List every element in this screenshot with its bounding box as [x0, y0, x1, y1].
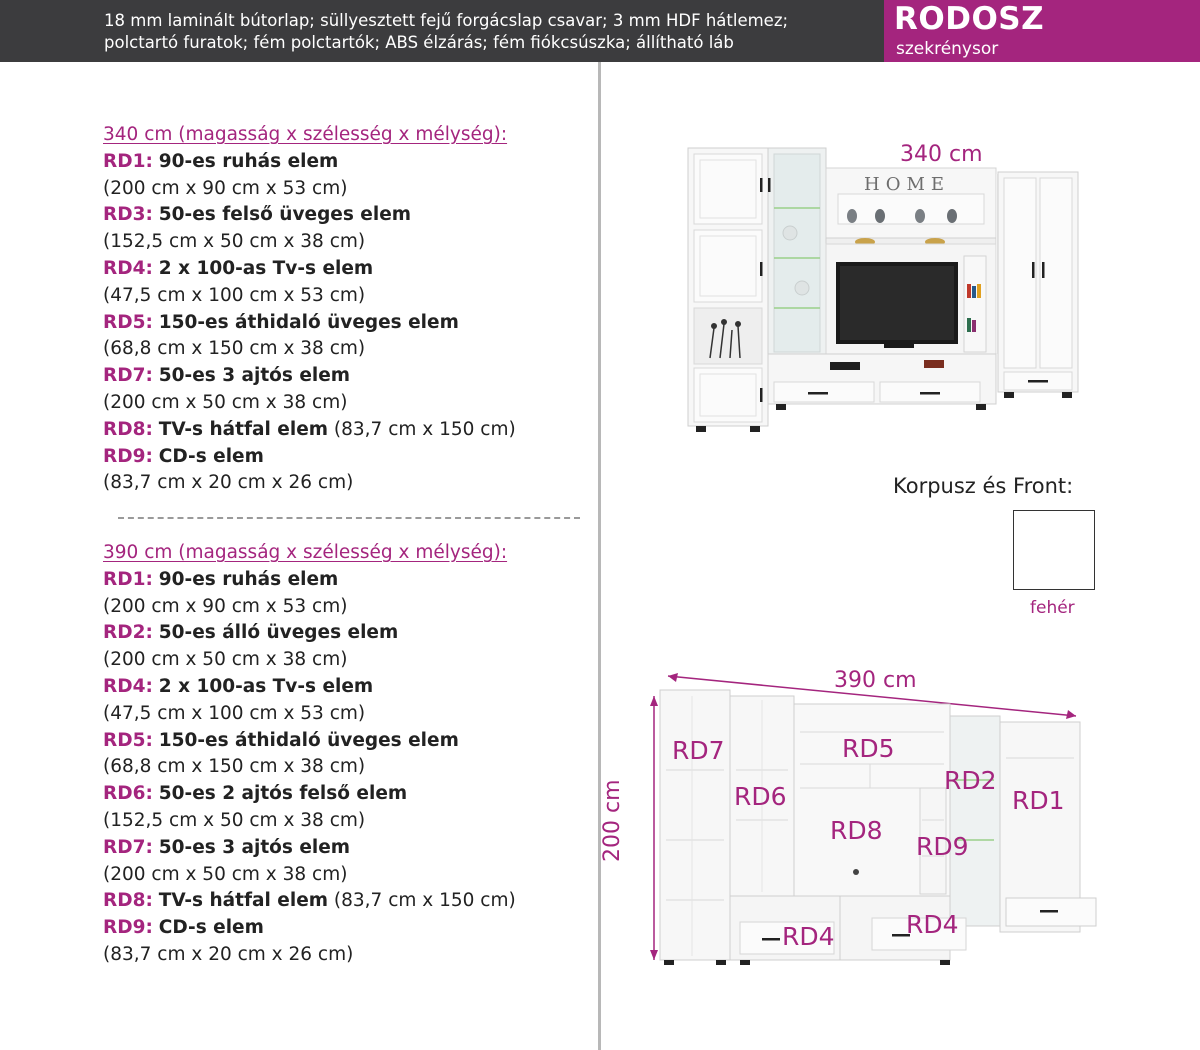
photo-width-label: 340 cm — [900, 142, 983, 167]
spec-item-name-line — [103, 781, 516, 808]
item-name: 90-es ruhás elem — [158, 150, 339, 172]
brand-box — [884, 0, 1200, 62]
spec-item-name-line — [103, 149, 516, 176]
item-code: RD3: — [103, 204, 153, 226]
item-dimensions: (200 cm x 90 cm x 53 cm) — [103, 177, 348, 199]
spec-item-name-line — [103, 674, 516, 701]
label-rd4-right: RD4 — [906, 910, 959, 939]
config-390-spec — [103, 540, 516, 969]
spec-item-name-line — [103, 310, 516, 337]
item-name: 50-es 2 ajtós felső elem — [158, 783, 408, 805]
item-dimensions: (83,7 cm x 150 cm) — [333, 890, 516, 912]
config-390-heading: 390 cm (magasság x szélesség x mélység): — [103, 542, 508, 563]
item-code: RD7: — [103, 836, 153, 858]
item-code: RD6: — [103, 783, 153, 805]
label-rd5: RD5 — [842, 734, 895, 763]
vertical-divider — [598, 62, 601, 1050]
item-name: CD-s elem — [158, 917, 264, 939]
item-dimensions: (68,8 cm x 150 cm x 38 cm) — [103, 338, 366, 360]
item-name: TV-s hátfal elem — [158, 890, 329, 912]
spec-item-name-line — [103, 620, 516, 647]
item-name: CD-s elem — [158, 445, 264, 467]
diagram-height-label: 200 cm — [600, 779, 625, 862]
color-name: fehér — [1030, 598, 1075, 618]
item-name: 150-es áthidaló üveges elem — [158, 729, 459, 751]
item-dimensions: (152,5 cm x 50 cm x 38 cm) — [103, 809, 366, 831]
item-code: RD4: — [103, 675, 153, 697]
finish-title: Korpusz és Front: — [893, 474, 1074, 498]
item-name: 2 x 100-as Tv-s elem — [158, 257, 374, 279]
item-code: RD5: — [103, 311, 153, 333]
item-dimensions: (200 cm x 50 cm x 38 cm) — [103, 863, 348, 885]
item-dimensions: (47,5 cm x 100 cm x 53 cm) — [103, 284, 366, 306]
home-decor-text: HOME — [864, 174, 951, 195]
item-code: RD9: — [103, 917, 153, 939]
config-340-heading: 340 cm (magasság x szélesség x mélység): — [103, 124, 508, 145]
item-code: RD1: — [103, 150, 153, 172]
label-rd4-left: RD4 — [782, 922, 835, 951]
spec-item-name-line — [103, 256, 516, 283]
color-swatch — [1013, 510, 1095, 590]
spec-item-name-line — [103, 835, 516, 862]
item-name: 90-es ruhás elem — [158, 568, 339, 590]
diagram-width-label: 390 cm — [834, 668, 917, 693]
dashed-separator — [118, 517, 580, 519]
label-rd8: RD8 — [830, 816, 883, 845]
item-name: 2 x 100-as Tv-s elem — [158, 675, 374, 697]
spec-item-name-line — [103, 728, 516, 755]
label-rd9: RD9 — [916, 832, 969, 861]
item-dimensions: (68,8 cm x 150 cm x 38 cm) — [103, 756, 366, 778]
item-dimensions: (152,5 cm x 50 cm x 38 cm) — [103, 231, 366, 253]
label-rd6: RD6 — [734, 782, 787, 811]
config-340-spec — [103, 122, 516, 497]
spec-item-name-line — [103, 567, 516, 594]
material-description — [104, 10, 864, 54]
label-rd2: RD2 — [944, 766, 997, 795]
label-rd7: RD7 — [672, 736, 725, 765]
description-line-1: 18 mm laminált bútorlap; süllyesztett fejű forgácslap csavar; 3 mm HDF hátlemez; — [104, 11, 789, 30]
item-dimensions: (200 cm x 90 cm x 53 cm) — [103, 595, 348, 617]
item-code: RD9: — [103, 445, 153, 467]
item-name: 50-es felső üveges elem — [158, 204, 412, 226]
item-dimensions: (83,7 cm x 150 cm) — [333, 418, 516, 440]
item-name: 50-es 3 ajtós elem — [158, 836, 351, 858]
item-name: 50-es 3 ajtós elem — [158, 365, 351, 387]
item-code: RD7: — [103, 365, 153, 387]
item-code: RD4: — [103, 257, 153, 279]
item-dimensions: (83,7 cm x 20 cm x 26 cm) — [103, 943, 354, 965]
spec-item-name-line — [103, 202, 516, 229]
spec-item-name-line — [103, 444, 516, 471]
item-code: RD2: — [103, 622, 153, 644]
brand-title: RODOSZ — [894, 1, 1045, 37]
description-line-2: polctartó furatok; fém polctartók; ABS élzárás; fém fiókcsúszka; állítható láb — [104, 33, 734, 52]
item-code: RD8: — [103, 890, 153, 912]
spec-item-name-line — [103, 915, 516, 942]
item-code: RD5: — [103, 729, 153, 751]
spec-item-inline — [103, 888, 516, 915]
label-rd1: RD1 — [1012, 786, 1065, 815]
item-name: 50-es álló üveges elem — [158, 622, 399, 644]
product-photo-340 — [680, 138, 1000, 438]
item-code: RD8: — [103, 418, 153, 440]
item-dimensions: (200 cm x 50 cm x 38 cm) — [103, 391, 348, 413]
spec-item-inline — [103, 417, 516, 444]
item-dimensions: (200 cm x 50 cm x 38 cm) — [103, 649, 348, 671]
item-dimensions: (83,7 cm x 20 cm x 26 cm) — [103, 472, 354, 494]
brand-subtitle: szekrénysor — [896, 39, 999, 59]
item-name: TV-s hátfal elem — [158, 418, 329, 440]
photo-right-wardrobe — [996, 170, 1082, 430]
item-name: 150-es áthidaló üveges elem — [158, 311, 459, 333]
spec-item-name-line — [103, 363, 516, 390]
item-dimensions: (47,5 cm x 100 cm x 53 cm) — [103, 702, 366, 724]
item-code: RD1: — [103, 568, 153, 590]
